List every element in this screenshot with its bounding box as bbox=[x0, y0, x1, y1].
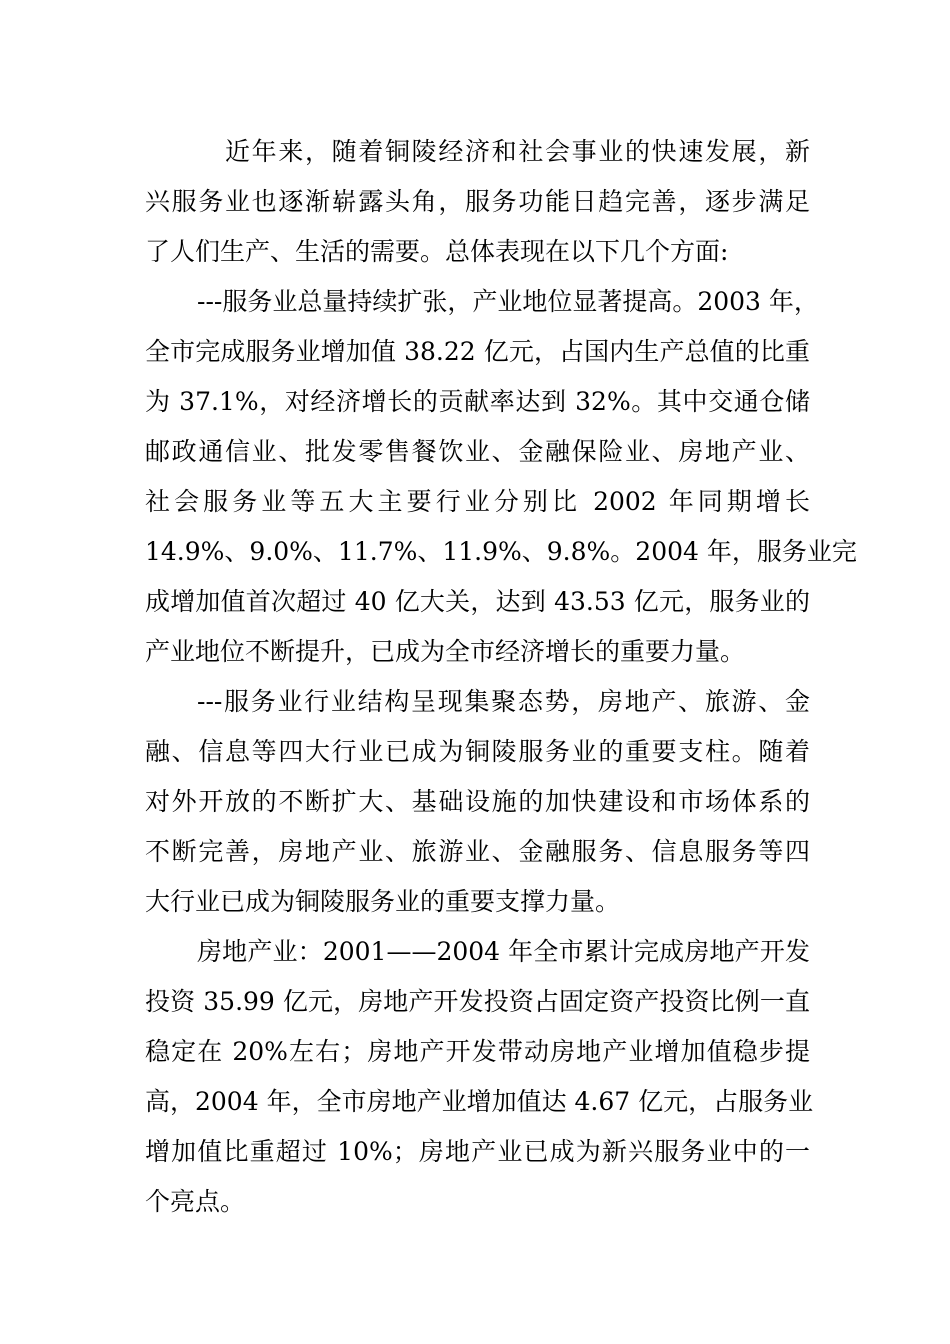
paragraph-line: 个亮点。 bbox=[145, 1187, 246, 1216]
paragraph-service-total bbox=[145, 277, 857, 677]
paragraph-line: ---服务业总量持续扩张，产业地位显著提高。2003 年， bbox=[197, 287, 819, 316]
paragraph-line: 不断完善，房地产业、旅游业、金融服务、信息服务等四 bbox=[145, 837, 810, 866]
paragraph-line: 近年来，随着铜陵经济和社会事业的快速发展，新 bbox=[225, 137, 810, 166]
paragraph-line: 全市完成服务业增加值 38.22 亿元，占国内生产总值的比重 bbox=[145, 337, 810, 366]
document-body bbox=[145, 127, 857, 1227]
paragraph-industry-structure bbox=[145, 677, 810, 927]
paragraph-line: 兴服务业也逐渐崭露头角，服务功能日趋完善，逐步满足 bbox=[145, 187, 810, 216]
paragraph-line: 稳定在 20%左右；房地产开发带动房地产业增加值稳步提 bbox=[145, 1037, 810, 1066]
paragraph-line: 房地产业：2001——2004 年全市累计完成房地产开发 bbox=[197, 937, 810, 966]
paragraph-line: 成增加值首次超过 40 亿大关，达到 43.53 亿元，服务业的 bbox=[145, 587, 810, 616]
paragraph-line: 邮政通信业、批发零售餐饮业、金融保险业、房地产业、 bbox=[145, 437, 810, 466]
paragraph-line: 对外开放的不断扩大、基础设施的加快建设和市场体系的 bbox=[145, 787, 810, 816]
paragraph-intro bbox=[145, 127, 810, 277]
paragraph-line: 大行业已成为铜陵服务业的重要支撑力量。 bbox=[145, 887, 621, 916]
paragraph-real-estate bbox=[145, 927, 814, 1227]
paragraph-line: 增加值比重超过 10%；房地产业已成为新兴服务业中的一 bbox=[145, 1137, 810, 1166]
paragraph-line: 社会服务业等五大主要行业分别比 2002 年同期增长 bbox=[145, 487, 810, 516]
paragraph-line: 了人们生产、生活的需要。总体表现在以下几个方面: bbox=[145, 237, 729, 266]
paragraph-line: 14.9%、9.0%、11.7%、11.9%、9.8%。2004 年，服务业完 bbox=[145, 537, 857, 566]
paragraph-line: ---服务业行业结构呈现集聚态势，房地产、旅游、金 bbox=[197, 687, 810, 716]
paragraph-line: 为 37.1%，对经济增长的贡献率达到 32%。其中交通仓储 bbox=[145, 387, 810, 416]
paragraph-line: 产业地位不断提升，已成为全市经济增长的重要力量。 bbox=[145, 637, 746, 666]
paragraph-line: 高，2004 年，全市房地产业增加值达 4.67 亿元，占服务业 bbox=[145, 1087, 814, 1116]
paragraph-line: 融、信息等四大行业已成为铜陵服务业的重要支柱。随着 bbox=[145, 737, 810, 766]
paragraph-line: 投资 35.99 亿元，房地产开发投资占固定资产投资比例一直 bbox=[145, 987, 810, 1016]
